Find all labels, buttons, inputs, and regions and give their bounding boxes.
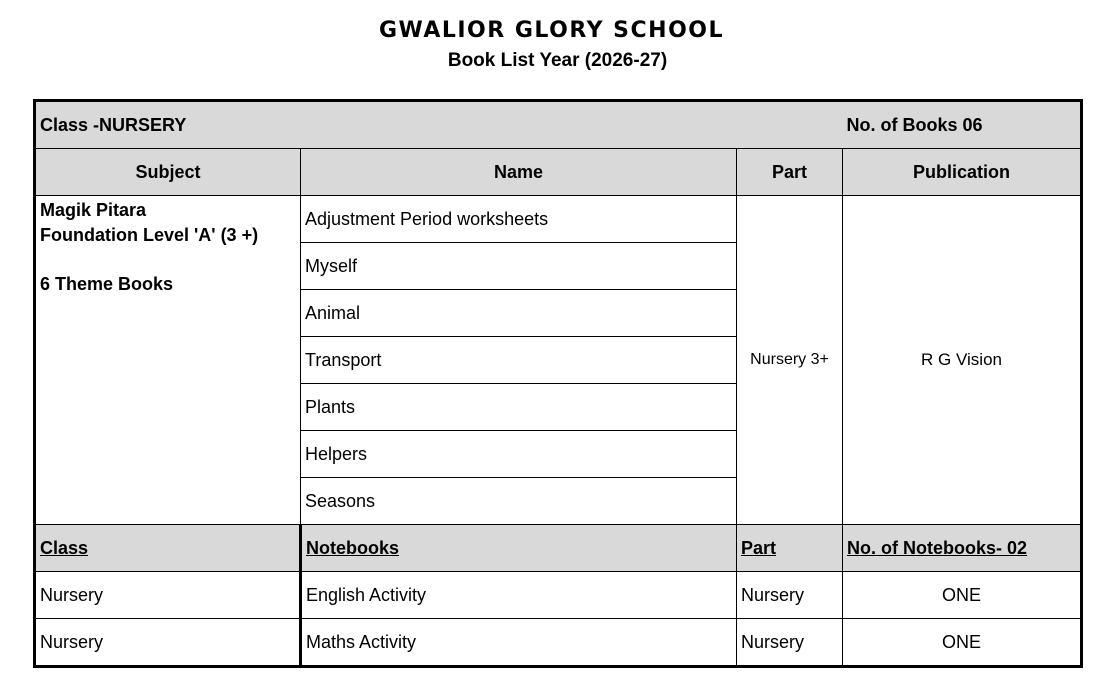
table-row	[35, 196, 1082, 243]
book-name: Helpers	[301, 431, 737, 478]
col-part: Part	[737, 149, 843, 196]
class-label: Class -NURSERY	[35, 101, 843, 149]
notebook-row	[35, 572, 1082, 619]
notebook-part: Nursery	[737, 572, 843, 619]
col-subject: Subject	[35, 149, 301, 196]
class-header-row	[35, 101, 1082, 149]
col-notebook-part: Part	[737, 525, 843, 572]
notebook-class: Nursery	[35, 619, 301, 667]
notebook-row	[35, 619, 1082, 667]
notebook-class: Nursery	[35, 572, 301, 619]
book-name: Transport	[301, 337, 737, 384]
book-name: Plants	[301, 384, 737, 431]
book-name: Animal	[301, 290, 737, 337]
notebook-part: Nursery	[737, 619, 843, 667]
subject-cell	[35, 196, 301, 525]
notebook-qty: ONE	[843, 619, 1082, 667]
notebooks-header-row	[35, 525, 1082, 572]
notebook-name: English Activity	[301, 572, 737, 619]
col-publication: Publication	[843, 149, 1082, 196]
col-name: Name	[301, 149, 737, 196]
notebook-name: Maths Activity	[301, 619, 737, 667]
col-notebook-class: Class	[35, 525, 301, 572]
book-list-table	[33, 99, 1083, 668]
subject-line-2: Foundation Level 'A' (3 +)	[40, 225, 259, 245]
publication-cell: R G Vision	[843, 196, 1082, 525]
notebook-qty: ONE	[843, 572, 1082, 619]
books-count-label: No. of Books 06	[843, 101, 1082, 149]
school-name: GWALIOR GLORY SCHOOL	[378, 18, 724, 43]
book-name: Seasons	[301, 478, 737, 525]
book-list-year-title: Book List Year (2026-27)	[447, 50, 668, 71]
col-notebooks: Notebooks	[301, 525, 737, 572]
book-name: Myself	[301, 243, 737, 290]
books-column-header-row	[35, 149, 1082, 196]
subject-line-3: 6 Theme Books	[40, 274, 174, 294]
col-notebook-count: No. of Notebooks- 02	[843, 525, 1082, 572]
book-name: Adjustment Period worksheets	[301, 196, 737, 243]
part-cell: Nursery 3+	[737, 196, 843, 525]
subject-line-1: Magik Pitara	[40, 200, 147, 220]
